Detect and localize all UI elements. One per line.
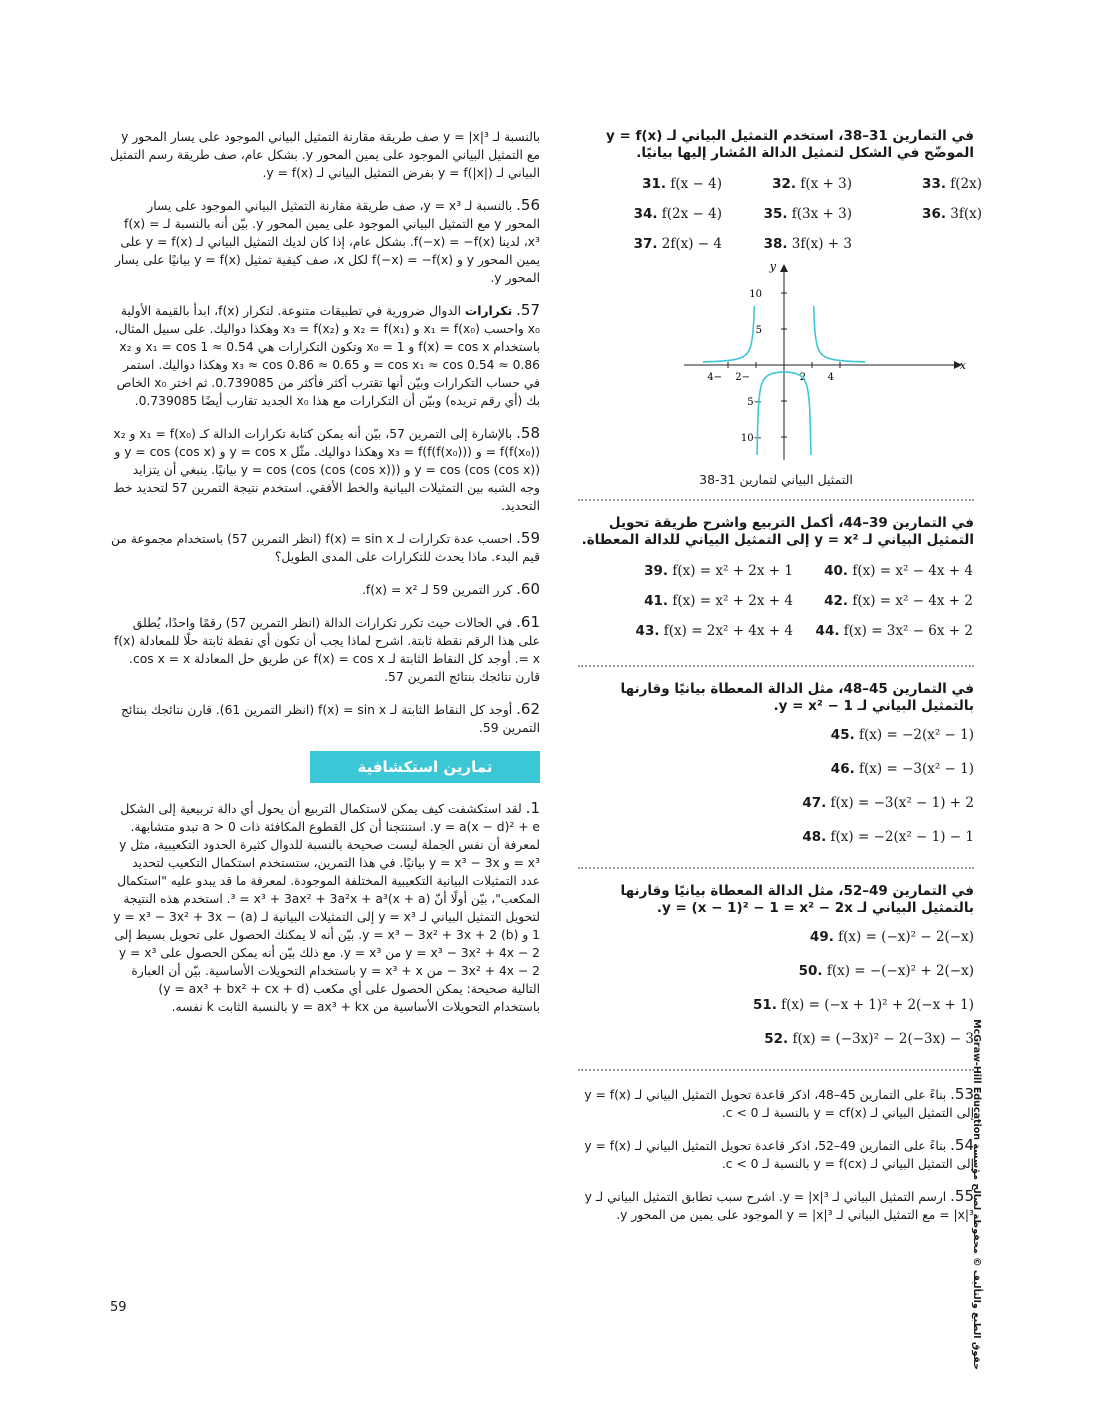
exercise-expression: f(3x + 3) (791, 206, 852, 222)
exercise-item (578, 593, 793, 609)
exercise-expression: f(x − 4) (670, 176, 722, 192)
exercise-expression: f(2x − 4) (661, 206, 722, 222)
exercise-item (852, 206, 982, 222)
page-number: 59 (110, 1300, 127, 1315)
exercise-56: 56. بالنسبة لـ y = x³، صف طريقة مقارنة التمثيل البياني الموجود على يسار المحور y مع التمثيل البياني الموجود على يمين المحور y. بيّن أنه بالنسبة لـ f(x) = x³، لدينا f(−x) = −f(x). بشكل عام، إذا كان لديك التمثيل البياني لـ y = f(x) على يمين المحور y و f(−x) = −f(x) لكل x، صف كيفية تمثيل y = f(x) بيانيًا على يسار المحور y. (114, 196, 540, 285)
exercise-item (578, 727, 974, 761)
exercise-number: 40. (824, 563, 849, 579)
exercise-expression: f(x) = −3(x² − 1) (859, 761, 974, 777)
exercise-expression: f(x) = x² − 4x + 4 (852, 563, 973, 579)
exercise-item (578, 761, 974, 795)
exercise-item (852, 176, 982, 192)
exploratory-exercise-1: 1. لقد استكشفت كيف يمكن لاستكمال التربيع أن يحول أي دالة تربيعية إلى الشكل y = a(x − d)² + e. استنتجنا أن كل القطوع المكافئة ذات a > 0 تبدو متشابهة. لمعرفة أن نفس الجملة ليست صحيحة بالنسبة للدوال كثيرة الحدود التكعيبية، مثل y = x³ و y = x³ − 3x بيانيًا. في هذا التمرين، ستستخدم استكمال التكعيب لتحديد عدد التمثيلات البيانية التكعيبية المختلفة الموجودة. لمعرفة ما قد يبدو عليه "استكمال المكعب"، بيّن أولًا أنّ (x + a)³ = x³ + 3ax² + 3a²x + a³. استخدم هذه النتيجة لتحويل التمثيل البياني لـ y = x³ إلى التمثيلات البيانية لـ (a) y = x³ − 3x² + 3x − 1 و (b) y = x³ − 3x² + 3x + 2. بيّن أنه لا يمكنك الحصول على تحويل بسيط إلى y = x³ − 3x² + 4x − 2 من y = x³. مع ذلك بيّن أنه يمكن الحصول على y = x³ − 3x² + 4x − 2 من y = x³ + x باستخدام التحويلات الأساسية. بيّن أن العبارة التالية صحيحة: يمكن الحصول على أي مكعب (y = ax³ + bx² + cx + d) باستخدام التحويلات الأساسية من y = ax³ + kx بالنسبة الثابت k نفسه. (113, 799, 540, 1014)
exercise-number: 42. (824, 593, 849, 609)
exercise-expression: f(x) = x² + 2x + 1 (672, 563, 793, 579)
exercise-number: 52. (764, 1031, 789, 1047)
exercises-49-52 (578, 929, 974, 1065)
x-tick-label: 4 (827, 372, 834, 383)
y-tick-label: −10 (740, 433, 762, 444)
divider (578, 499, 974, 501)
exercise-item (578, 829, 974, 863)
intro-paragraph: بالنسبة لـ y = |x|³ صف طريقة مقارنة التمثيل البياني الموجود على يسار المحور y مع التمثيل البياني الموجود على يمين المحور y. بشكل عام، صف طريقة رسم التمثيل البياني لـ y = f(|x|) بفرض التمثيل البياني لـ y = f(x). (110, 130, 540, 180)
exercise-item (578, 563, 793, 579)
divider (578, 665, 974, 667)
exercise-expression: f(x) = −2(x² − 1) (859, 727, 974, 743)
exercise-number: 31. (642, 176, 667, 192)
curve-right-branch (814, 306, 866, 362)
exercise-61: 61. في الحالات حيث تكرر تكرارات الدالة (انظر التمرين 57) رقمًا واحدًا، يُطلق على هذا الرقم نقطة ثابتة. اشرح لماذا يجب أن تكون أي نقطة ثابتة حلًا للمعادلة f(x) = x. أوجد كل النقاط الثابتة لـ f(x) = cos x عن طريق حل المعادلة cos x = x. قارن نتائجك بنتائج التمرين 57. (113, 613, 540, 684)
y-axis-arrow (780, 264, 788, 272)
exercise-expression: f(x + 3) (800, 176, 852, 192)
exercises-31-38 (592, 176, 982, 252)
exercise-58: 58. بالإشارة إلى التمرين 57، بيّن أنه يمكن كتابة تكرارات الدالة كـ x₁ = f(x₀) و x₂ = f(f(x₀)) و x₃ = f(f(f(x₀))) وهكذا دواليك. مثّل y = cos x و y = cos (cos x) و y = cos (cos (cos x)) و y = cos (cos (cos (cos x))) بيانيًا. ينبغي أن يتزايد وجه الشبه بين التمثيلات البيانية والخط الأفقي. استخدم نتيجة التمرين 57 لتحديد خط التحديد. (113, 424, 540, 513)
exercise-number: 48. (802, 829, 827, 845)
exercise-number: 49. (809, 929, 834, 945)
exercise-number: 43. (635, 623, 660, 639)
y-tick-label: 10 (749, 289, 762, 300)
section-31-38-instruction: في التمارين 31–38، استخدم التمثيل البياني لـ y = f(x) الموضّح في الشكل لتمثيل الدالة المُشار إليها بيانيًا. (606, 128, 974, 161)
exercises-39-44 (578, 563, 974, 639)
exercise-expression: f(x) = 2x² + 4x + 4 (663, 623, 793, 639)
section-49-52-instruction: في التمارين 49–52، مثل الدالة المعطاة بيانيًا وقارنها بالتمثيل البياني لـ y = (x − 1)² − 1 = x² − 2x. (620, 883, 974, 916)
exercise-item (578, 929, 974, 963)
exercise-item (592, 236, 722, 252)
section-45-48-instruction: في التمارين 45–48، مثل الدالة المعطاة بيانيًا وقارنها بالتمثيل البياني لـ y = x² − 1. (620, 681, 974, 714)
graph-figure (684, 260, 974, 470)
curve-left-branch (703, 306, 755, 362)
exercise-number: 41. (644, 593, 669, 609)
exercise-number: 32. (772, 176, 797, 192)
exercise-55: 55. ارسم التمثيل البياني لـ y = |x|³. اشرح سبب تطابق التمثيل البياني لـ y = |x|³ مع التمثيل البياني لـ y = |x|³ الموجود على يمين من المحور y. (584, 1187, 974, 1222)
exercise-57: 57. تكرارات الدوال ضرورية في تطبيقات متنوعة. لتكرار f(x)، ابدأ بالقيمة الأولية x₀ واحسب x₁ = f(x₀) و x₂ = f(x₁) و x₃ = f(x₂) وهكذا دواليك. على سبيل المثال، باستخدام f(x) = cos x و x₀ = 1 وتكون التكرارات هي x₁ = cos 1 ≈ 0.54 و x₂ = cos x₁ ≈ cos 0.54 ≈ 0.86 و x₃ ≈ cos 0.86 ≈ 0.65 وهكذا دواليك. استمر في حساب التكرارات وبيّن أنها تقترب أكثر فأكثر من 0.739085. ثم اختر x₀ الخاص بك (أي رقم تريده) وبيّن أن التكرارات مع هذا x₀ الجديد تقارب أيضًا 0.739085. (114, 301, 540, 408)
exercise-item (722, 176, 852, 192)
exercise-item (578, 997, 974, 1031)
exercise-expression: f(2x) (950, 176, 982, 192)
exercise-number: 34. (633, 206, 658, 222)
y-tick-label: −5 (747, 397, 762, 408)
x-tick-label: −2 (735, 372, 750, 383)
exercise-number: 50. (798, 963, 823, 979)
exercise-number: 39. (644, 563, 669, 579)
exercise-item (578, 1031, 974, 1065)
exercise-expression: 3f(x) + 3 (791, 236, 852, 252)
exercise-number: 35. (763, 206, 788, 222)
y-axis-label: y (769, 260, 776, 273)
exercise-item (578, 623, 793, 639)
exercise-59: 59. احسب عدة تكرارات لـ f(x) = sin x (انظر التمرين 57) باستخدام مجموعة من قيم البدء. ماذا يحدث للتكرارات على المدى الطويل؟ (110, 529, 540, 564)
exercise-expression: f(x) = x² − 4x + 2 (852, 593, 973, 609)
exercise-number: 47. (802, 795, 827, 811)
function-graph (684, 260, 974, 470)
graph-caption: التمثيل البياني لتمارين 31-38 (699, 472, 853, 487)
exploratory-exercises-banner: تمارين استكشافية (310, 751, 540, 783)
exercise-expression: f(x) = 3x² − 6x + 2 (843, 623, 973, 639)
exercise-item (793, 563, 973, 579)
divider (578, 1069, 974, 1071)
section-39-44-instruction: في التمارين 39–44، أكمل التربيع واشرح طريقة تحويل التمثيل البياني لـ y = x² إلى التمثيل البياني للدالة المعطاة. (581, 515, 974, 548)
exercise-number: 33. (922, 176, 946, 192)
exercise-54: 54. بناءً على التمارين 49–52، اذكر قاعدة تحويل التمثيل البياني لـ y = f(x) إلى التمثيل البياني لـ y = f(cx) بالنسبة لـ c < 0. (584, 1136, 974, 1171)
exercise-number: 45. (830, 727, 855, 743)
exercise-item (793, 593, 973, 609)
exercise-62: 62. أوجد كل النقاط الثابتة لـ f(x) = sin x (انظر التمرين 61). قارن نتائجك بنتائج التمرين 59. (120, 700, 540, 735)
exercise-expression: f(x) = x² + 2x + 4 (672, 593, 793, 609)
exercise-number: 44. (815, 623, 840, 639)
x-tick-label: −4 (707, 372, 722, 383)
exercise-item (592, 176, 722, 192)
exercise-item (592, 206, 722, 222)
x-tick-label: 2 (799, 372, 806, 383)
exercise-expression: 2f(x) − 4 (661, 236, 722, 252)
exercise-53: 53. بناءً على التمارين 45–48، اذكر قاعدة تحويل التمثيل البياني لـ y = f(x) إلى التمثيل البياني لـ y = cf(x) بالنسبة لـ c < 0. (584, 1085, 974, 1120)
exercise-number: 46. (830, 761, 855, 777)
exercise-item (722, 206, 852, 222)
exercise-expression: f(x) = −(−x)² + 2(−x) (826, 963, 974, 979)
exercise-expression: f(x) = (−x + 1)² + 2(−x + 1) (781, 997, 974, 1013)
exercise-number: 51. (752, 997, 777, 1013)
exercise-item (793, 623, 973, 639)
x-axis-label: x (959, 359, 966, 372)
divider (578, 867, 974, 869)
copyright-side-text: حقوق الطبع والتأليف © محفوظة لصالح مؤسسة McGraw-Hill Education (971, 1019, 982, 1370)
exercise-expression: f(x) = −2(x² − 1) − 1 (830, 829, 974, 845)
exercise-item (578, 795, 974, 829)
exercise-number: 36. (922, 206, 946, 222)
exercise-number: 38. (763, 236, 788, 252)
exercise-60: 60. كرر التمرين 59 لـ f(x) = x². (361, 580, 540, 598)
exercise-expression: f(x) = (−3x)² − 2(−3x) − 3 (792, 1031, 974, 1047)
exercises-45-48 (578, 727, 974, 863)
exercise-item (578, 963, 974, 997)
exercise-expression: 3f(x) (950, 206, 982, 222)
exercise-number: 37. (633, 236, 658, 252)
y-tick-label: 5 (755, 325, 762, 336)
left-column (110, 128, 540, 1030)
exercise-item (722, 236, 852, 252)
exercise-expression: f(x) = (−x)² − 2(−x) (838, 929, 974, 945)
exercise-expression: f(x) = −3(x² − 1) + 2 (830, 795, 974, 811)
